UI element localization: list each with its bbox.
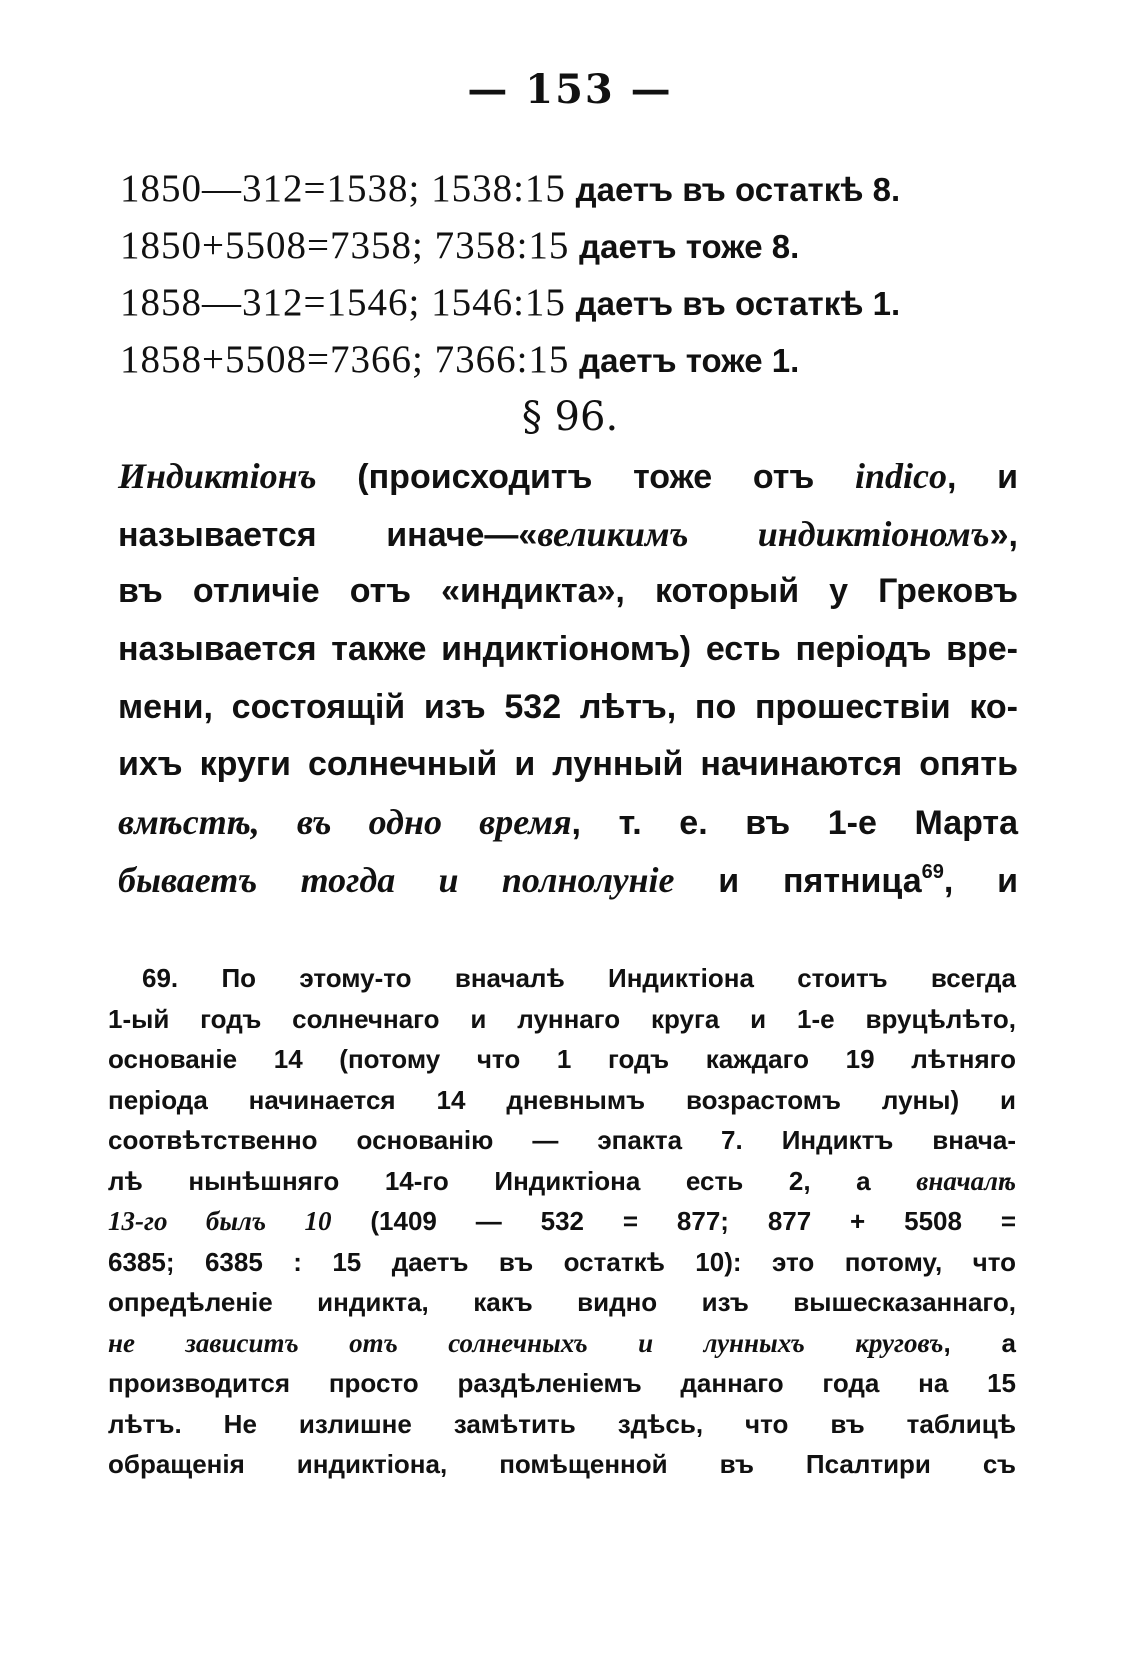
calc-expression: 1858+5508=7366; 7366:15 <box>120 338 570 381</box>
calc-line <box>120 217 1020 274</box>
text-line: въ отличіе отъ «индикта», который у Грековъ <box>118 572 1018 611</box>
footnote-line <box>108 1323 1016 1364</box>
italic-term: Индиктіонъ <box>118 456 317 496</box>
italic-term: вначалѣ <box>916 1165 1016 1196</box>
text-segment: и пятница <box>674 861 922 900</box>
calc-expression: 1850+5508=7358; 7358:15 <box>120 224 570 267</box>
text-line <box>118 506 1018 564</box>
calc-line <box>120 274 1020 331</box>
footnote-line: основаніе 14 (потому что 1 годъ каждаго 19 лѣтняго <box>108 1044 1016 1074</box>
calc-result: даетъ въ остаткѣ 1. <box>575 285 901 322</box>
text-segment: , и <box>943 861 1018 900</box>
calc-line <box>120 331 1020 388</box>
text-segment: лѣ нынѣшняго 14-го Индиктіона есть 2, а <box>108 1165 917 1196</box>
footnote-line: 1-ый годъ солнечнаго и луннаго круга и 1-е вруцѣлѣто, <box>108 1003 1016 1034</box>
text-line <box>118 794 1018 852</box>
calc-expression: 1850—312=1538; 1538:15 <box>120 167 566 210</box>
italic-term: вмѣстѣ, въ одно время <box>118 802 572 843</box>
footnote-line: производится просто раздѣленіемъ даннаго года на 15 <box>108 1368 1016 1398</box>
text-line: ихъ круги солнечный и лунный начинаются опять <box>118 745 1018 784</box>
italic-term: indico <box>854 456 947 496</box>
calc-result: даетъ тоже 1. <box>579 342 800 379</box>
text-segment: , и <box>946 458 1019 496</box>
section-heading: § 96. <box>521 394 619 440</box>
text-line: называется также индиктіономъ) есть періодъ вре- <box>118 630 1018 669</box>
italic-term: великимъ индиктіономъ <box>537 513 990 554</box>
footnote-line <box>108 1201 1016 1242</box>
main-paragraph <box>118 448 1018 910</box>
footnote-line: періода начинается 14 дневнымъ возрастомъ луны) и <box>108 1084 1016 1115</box>
text-segment: (1409 — 532 = 877; 877 + 5508 = <box>331 1206 1016 1236</box>
footnote <box>108 958 1016 1485</box>
calc-result: даетъ тоже 8. <box>579 228 800 265</box>
italic-term: не зависитъ отъ солнечныхъ и лунныхъ круговъ <box>108 1327 944 1358</box>
text-line <box>118 852 1018 910</box>
footnote-line: 69. По этому-то вначалѣ Индиктіона стоитъ всегда <box>142 963 1016 993</box>
calc-result: даетъ въ остаткѣ 8. <box>575 171 901 208</box>
text-line <box>118 448 1018 506</box>
calc-expression: 1858—312=1546; 1546:15 <box>120 281 566 324</box>
calculation-block <box>120 160 1020 388</box>
text-segment: », <box>989 515 1018 554</box>
footnote-line <box>108 1161 1016 1202</box>
footnote-ref[interactable]: 69 <box>921 860 944 883</box>
footnote-line: лѣтъ. Не излишне замѣтить здѣсь, что въ таблицѣ <box>108 1408 1016 1439</box>
text-segment: , т. е. въ 1-е Марта <box>571 804 1018 843</box>
footnote-line: обращенія индиктіона, помѣщенной въ Псалтири съ <box>108 1449 1016 1479</box>
italic-term: бываетъ тогда и полнолуніе <box>118 859 675 900</box>
text-segment: (происходитъ тоже отъ <box>316 458 855 496</box>
footnote-line: опредѣленіе индикта, какъ видно изъ вышесказаннаго, <box>108 1287 1016 1317</box>
text-line: мени, состоящій изъ 532 лѣтъ, по прошествіи ко- <box>118 687 1018 726</box>
italic-term: 13-го былъ 10 <box>108 1206 332 1236</box>
calc-line <box>120 160 1020 217</box>
footnote-line: 6385; 6385 : 15 даетъ въ остаткѣ 10): это потому, что <box>108 1246 1016 1277</box>
text-segment: называется иначе—« <box>118 515 538 554</box>
text-segment: , а <box>943 1327 1016 1358</box>
page-number: — 153 — <box>467 66 673 113</box>
footnote-line: соотвѣтственно основанію — эпакта 7. Индиктъ внача- <box>108 1125 1016 1155</box>
